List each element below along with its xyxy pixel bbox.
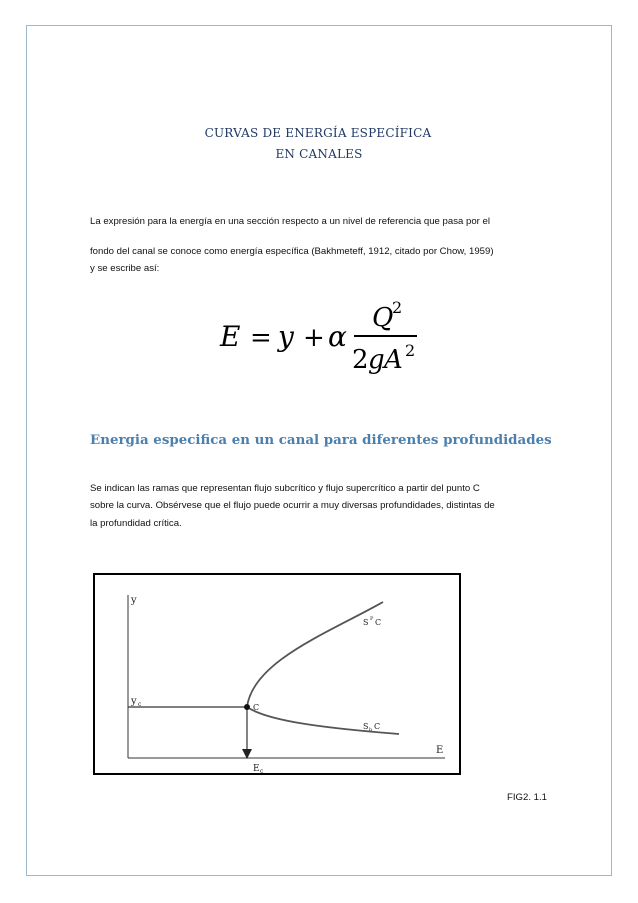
- formula-den-a: A: [384, 345, 403, 375]
- intro-line-1: La expresión para la energía en una sección respecto a un nivel de referencia que pasa por el: [90, 216, 491, 227]
- y-axis-label: y: [131, 595, 137, 606]
- point-c-label: C: [253, 703, 260, 712]
- yc-label: y: [131, 696, 137, 707]
- formula-den-exp: 2: [405, 341, 416, 360]
- description-line-3: la profundidad crítica.: [90, 518, 182, 529]
- formula-den-2: 2: [352, 345, 369, 375]
- upper-branch-label: S: [363, 618, 369, 627]
- intro-line-2: fondo del canal se conoce como energía específica (Bakhmeteff, 1912, citado por Chow, 1959): [90, 246, 494, 257]
- section-heading: Energia especifica en un canal para diferentes profundidades: [90, 432, 552, 448]
- formula-y: y: [278, 320, 294, 353]
- page-subtitle: EN CANALES: [275, 147, 363, 161]
- upper-branch-sup: P: [370, 616, 374, 622]
- figure-frame: [94, 574, 460, 774]
- description-line-2: sobre la curva. Obsérvese que el flujo puede ocurrir a muy diversas profundidades, distintas de: [90, 500, 495, 511]
- formula-equals: =: [250, 323, 272, 353]
- page-title: CURVAS DE ENERGÍA ESPECÍFICA: [204, 126, 432, 140]
- lower-branch-end: C: [374, 722, 381, 731]
- specific-energy-curve-figure: [93, 573, 461, 775]
- formula-plus: +: [303, 323, 325, 353]
- formula-den-g: g: [368, 345, 385, 375]
- critical-point: [244, 704, 250, 710]
- lower-branch-sub: b: [369, 727, 373, 733]
- ec-label: E: [253, 764, 260, 774]
- yc-subscript: c: [138, 701, 142, 708]
- formula-e: E: [220, 320, 241, 353]
- figure-caption: FIG2. 1.1: [507, 792, 547, 803]
- formula-alpha: α: [328, 320, 347, 353]
- ec-subscript: c: [260, 768, 264, 775]
- intro-line-3: y se escribe así:: [90, 263, 160, 274]
- specific-energy-formula: [210, 296, 440, 380]
- formula-q: Q: [372, 303, 394, 333]
- formula-q-exp: 2: [392, 298, 403, 317]
- x-axis-label: E: [436, 745, 444, 756]
- description-line-1: Se indican las ramas que representan flujo subcrítico y flujo supercrítico a partir del punto C: [90, 483, 480, 494]
- lower-branch-label: S: [363, 722, 369, 731]
- upper-branch-end: C: [375, 618, 382, 627]
